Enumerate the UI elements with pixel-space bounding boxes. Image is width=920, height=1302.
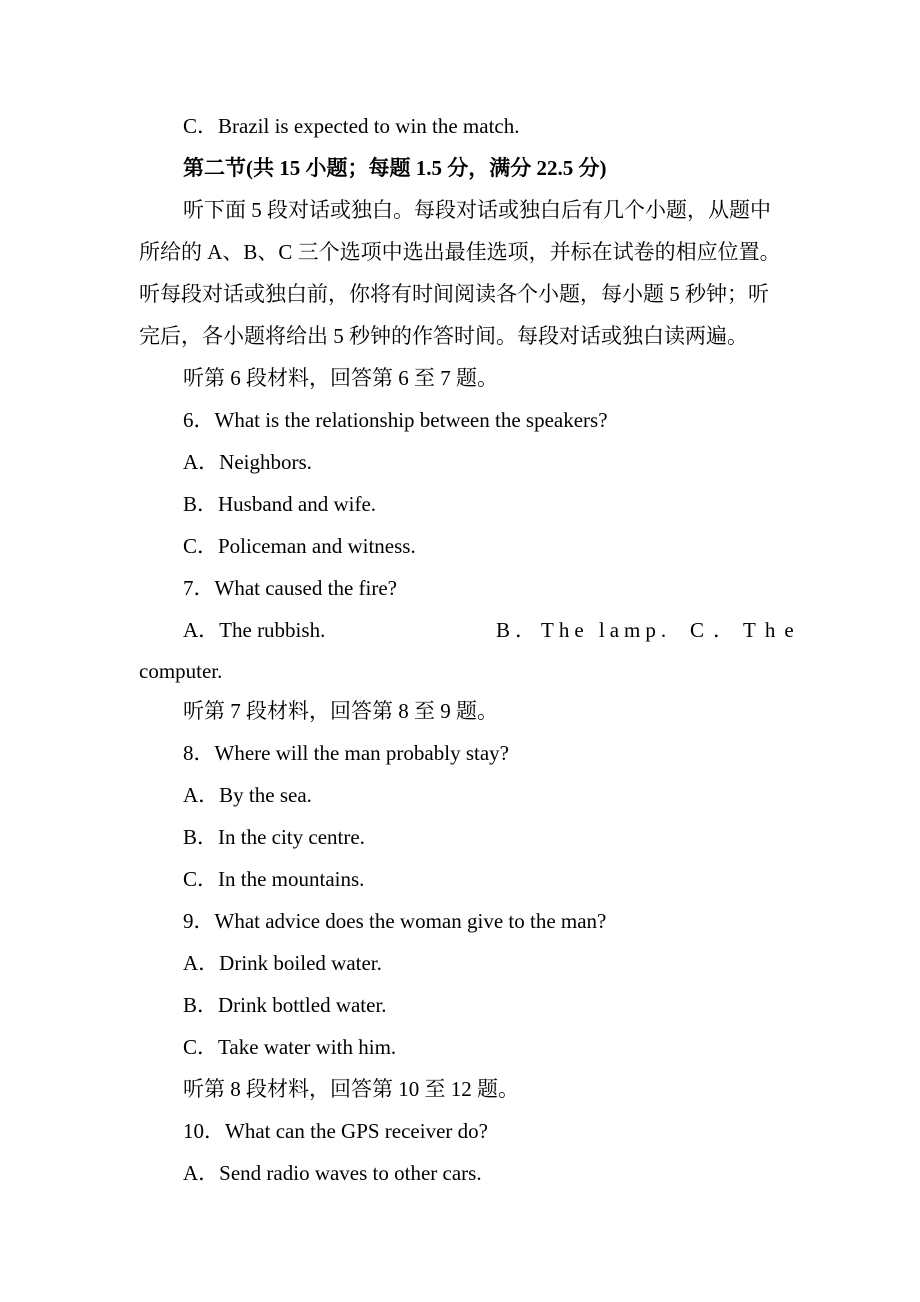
q7-option-a: A．The rubbish. <box>183 618 326 642</box>
section-heading: 第二节(共 15 小题；每题 1.5 分，满分 22.5 分) <box>183 156 607 180</box>
q7-option-b: B．The lamp. <box>496 618 672 642</box>
question-8: 8．Where will the man probably stay? <box>183 741 509 765</box>
instruction-line-3: 听每段对话或独白前，你将有时间阅读各个小题，每小题 5 秒钟；听 <box>139 282 769 306</box>
q8-option-c: C．In the mountains. <box>183 867 365 891</box>
instruction-line-2: 所给的 A、B、C 三个选项中选出最佳选项，并标在试卷的相应位置。 <box>139 240 781 264</box>
q6-option-c: C．Policeman and witness. <box>183 534 416 558</box>
q9-option-b: B．Drink bottled water. <box>183 993 387 1017</box>
passage-7-header: 听第 7 段材料，回答第 8 至 9 题。 <box>183 699 498 723</box>
q6-option-b: B．Husband and wife. <box>183 492 377 516</box>
instruction-line-1: 听下面 5 段对话或独白。每段对话或独白后有几个小题，从题中 <box>183 198 771 222</box>
q5-option-c: C．Brazil is expected to win the match. <box>183 114 520 138</box>
passage-6-header: 听第 6 段材料，回答第 6 至 7 题。 <box>183 366 498 390</box>
question-6: 6．What is the relationship between the speakers? <box>183 408 608 432</box>
passage-8-header: 听第 8 段材料，回答第 10 至 12 题。 <box>183 1077 519 1101</box>
question-10: 10．What can the GPS receiver do? <box>183 1119 488 1143</box>
question-7: 7．What caused the fire? <box>183 576 397 600</box>
q9-option-c: C．Take water with him. <box>183 1035 397 1059</box>
question-9: 9．What advice does the woman give to the man? <box>183 909 607 933</box>
q8-option-a: A．By the sea. <box>183 783 312 807</box>
q6-option-a: A．Neighbors. <box>183 450 312 474</box>
q10-option-a: A．Send radio waves to other cars. <box>183 1161 482 1185</box>
q7-option-c: C．The <box>690 618 803 642</box>
q7-option-c-continued: computer. <box>139 659 223 683</box>
q9-option-a: A．Drink boiled water. <box>183 951 382 975</box>
instruction-line-4: 完后，各小题将给出 5 秒钟的作答时间。每段对话或独白读两遍。 <box>139 324 748 348</box>
q8-option-b: B．In the city centre. <box>183 825 365 849</box>
